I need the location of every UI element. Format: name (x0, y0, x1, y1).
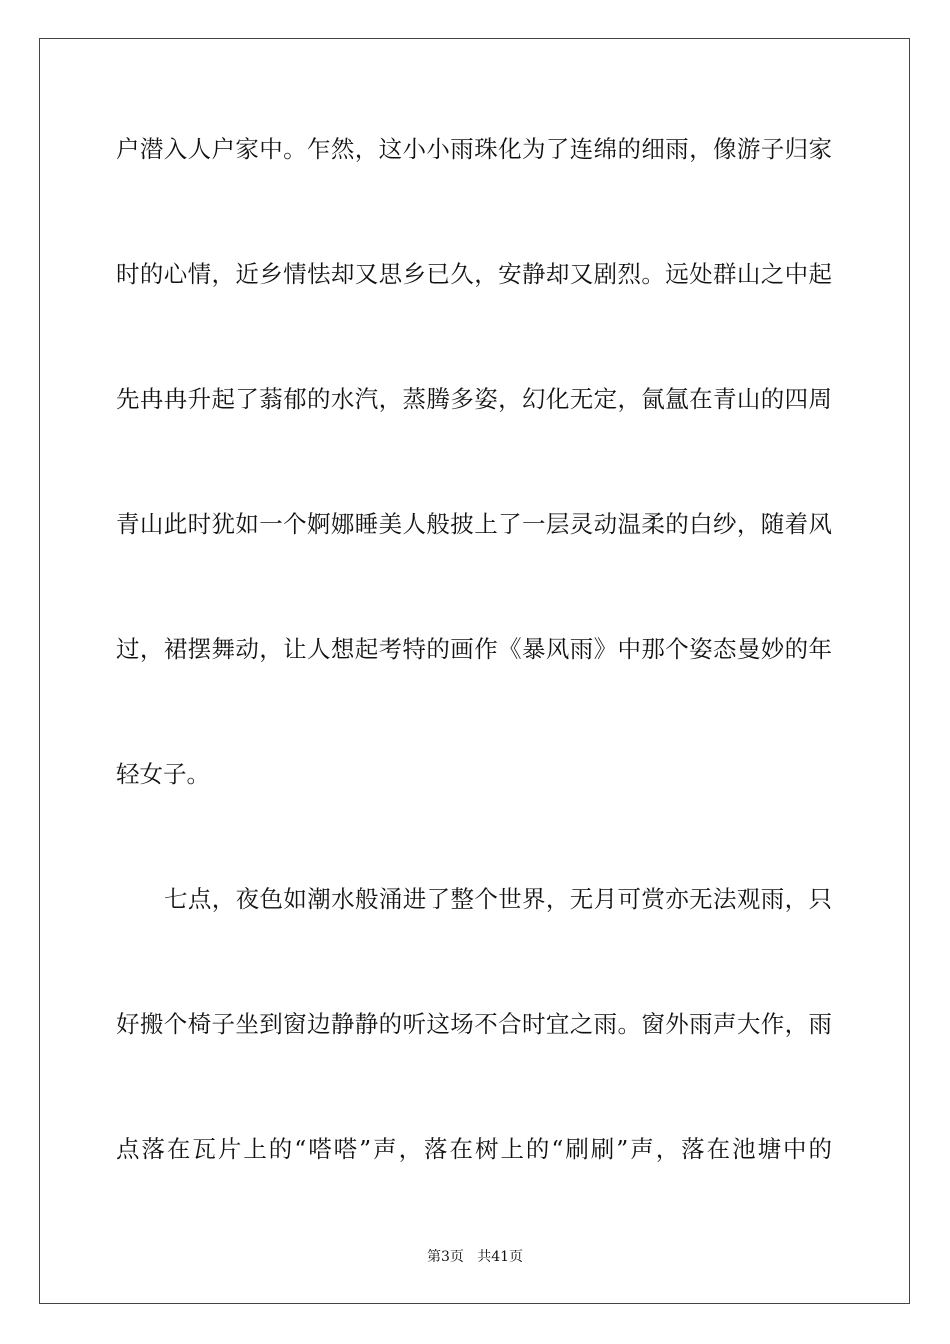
body-text-line: 先冉冉升起了蓊郁的水汽，蒸腾多姿，幻化无定，氤氲在青山的四周 (116, 385, 832, 413)
body-text-line: 青山此时犹如一个婀娜睡美人般披上了一层灵动温柔的白纱，随着风 (116, 510, 832, 538)
page-border (39, 38, 910, 1304)
body-text-line: 轻女子。 (116, 760, 210, 788)
body-text-line: 户潜入人户家中。乍然，这小小雨珠化为了连绵的细雨，像游子归家 (116, 135, 832, 163)
body-text-line: 过，裙摆舞动，让人想起考特的画作《暴风雨》中那个姿态曼妙的年 (116, 635, 832, 663)
body-text-line: 时的心情，近乡情怯却又思乡已久，安静却又剧烈。远处群山之中起 (116, 260, 832, 288)
body-text-line: 点落在瓦片上的“嗒嗒”声，落在树上的“刷刷”声，落在池塘中的 (116, 1135, 832, 1163)
body-text-line: 好搬个椅子坐到窗边静静的听这场不合时宜之雨。窗外雨声大作，雨 (116, 1010, 832, 1038)
paragraph-first-line: 七点，夜色如潮水般涌进了整个世界，无月可赏亦无法观雨，只 (164, 885, 832, 913)
page-number-footer: 第3页 共41页 (426, 1249, 524, 1265)
